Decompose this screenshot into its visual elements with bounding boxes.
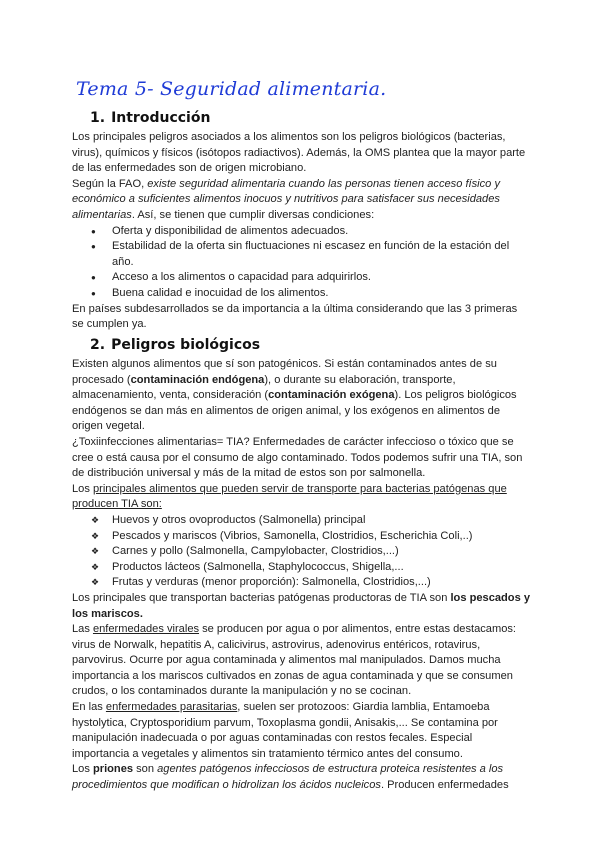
text-run: Los	[72, 482, 93, 495]
underlined-text: enfermedades parasitarias	[105, 701, 238, 714]
paragraph-contaminacion	[72, 357, 532, 435]
text-run: ). Los peligros biológicos endógenos se dan más en alimentos de origen animal, y los exógenos en alimentos de origen vegetal.	[72, 389, 517, 433]
text-run: Existen algunos alimentos que sí son patogénicos. Si están contaminados antes de su procesado (	[72, 358, 497, 386]
section-title: Introducción	[111, 110, 211, 126]
paragraph: En países subdesarrollados se da importancia a la última considerando que las 3 primeras se cumplen ya.	[72, 302, 518, 331]
text-run: En las	[72, 701, 106, 714]
paragraph-alimentos	[72, 482, 532, 513]
definition-italic: agentes patógenos infecciosos de estructura proteica resistentes a los procedimientos que modifican o hidrolizan los ácidos nucleicos	[72, 763, 504, 792]
section-peligros-body	[72, 357, 532, 794]
list-item: ❖ Frutas y verduras (menor proporción): Salmonella, Clostridios,...)	[72, 575, 532, 591]
bold-term: priones	[92, 763, 134, 776]
list-item: ❖ Huevos y otros ovoproductos (Salmonella) principal	[72, 513, 532, 529]
text-run: son	[133, 763, 158, 776]
list-item: ● Oferta y disponibilidad de alimentos adecuados.	[72, 224, 532, 240]
paragraph-tia: ¿Toxiinfecciones alimentarias= TIA? Enfermedades de carácter infeccioso o tóxico que se cree o está causa por el consumo de algo contaminado. Todos podemos sufrir una TIA, son de distribución universal y más de la mitad de estos son por salmonella.	[72, 435, 523, 480]
bold-term: contaminación exógena	[268, 389, 395, 402]
paragraph-virales	[72, 622, 532, 700]
text-run: , suelen ser protozoos: Giardia lamblia, Entamoeba hystolytica, Cryptosporidium parvum, Toxoplasma gondii, Anisakis,... Se contamina por manipulación inadecuada o por aguas contaminadas con restos fecales. Especial importancia a vegetales y alimentos sin tratamiento térmico antes del consumo.	[72, 701, 498, 760]
text-run: . Así, se tienen que cumplir diversas condiciones:	[131, 208, 375, 221]
list-item: ❖ Carnes y pollo (Salmonella, Campylobacter, Clostridios,...)	[72, 544, 532, 560]
page-title: Tema 5- Seguridad alimentaria.	[76, 78, 387, 100]
text-run: Los principales que transportan bacterias patógenas productoras de TIA son	[72, 591, 451, 604]
text-run: Los	[72, 763, 93, 776]
underlined-text: enfermedades virales	[92, 623, 200, 636]
section-number: 1.	[90, 110, 106, 126]
bold-term: los pescados y los mariscos.	[72, 591, 531, 620]
paragraph-parasitarias	[72, 700, 532, 762]
conditions-list	[72, 224, 532, 302]
list-item: ● Buena calidad e inocuidad de los alimentos.	[72, 286, 532, 302]
text-run: . Producen enfermedades	[380, 779, 509, 792]
paragraph-fao	[72, 177, 532, 224]
section-heading-introduccion	[90, 110, 210, 126]
section-number: 2.	[90, 337, 106, 353]
list-item: ● Estabilidad de la oferta sin fluctuaciones ni escasez en función de la estación del año.	[72, 239, 532, 270]
section-title: Peligros biológicos	[111, 337, 261, 353]
paragraph-priones	[72, 762, 532, 793]
text-run: Según la FAO,	[72, 177, 148, 190]
section-heading-peligros-biologicos	[90, 337, 260, 353]
paragraph: Los principales peligros asociados a los alimentos son los peligros biológicos (bacterias, virus), químicos y físicos (isótopos radiactivos). Además, la OMS plantea que la mayor parte de las enfermedades son de origen microbiano.	[72, 131, 526, 175]
paragraph-pescados	[72, 591, 532, 622]
definition-italic: existe seguridad alimentaria cuando las personas tienen acceso físico y económico a suficientes alimentos inocuos y nutritivos para satisfacer sus necesidades alimentarias	[72, 177, 500, 221]
text-run: Las	[72, 623, 93, 636]
text-run: se producen por agua o por alimentos, entre estas destacamos: virus de Norwalk, hepatitis A, calicivirus, astrovirus, adenovirus entéricos, rotavirus, parvovirus. Ocurre por agua contaminada y alimentos mal manipulados. Damos mucha importancia a los mariscos cultivados en zonas de agua contaminada y que se consumen crudos, o los contaminados durante la manipulación y no se cocinan.	[72, 623, 517, 698]
list-item: ● Acceso a los alimentos o capacidad para adquirirlos.	[72, 270, 532, 286]
text-run: ), o durante su elaboración, transporte, almacenamiento, venta, consideración (	[72, 373, 456, 402]
underlined-text: principales alimentos que pueden servir de transporte para bacterias patógenas que producen TIA son:	[72, 482, 507, 511]
bold-term: contaminación endógena	[130, 373, 265, 386]
section-introduccion-body	[72, 130, 532, 333]
list-item: ❖ Productos lácteos (Salmonella, Staphylococcus, Shigella,...	[72, 560, 532, 576]
foods-list	[72, 513, 532, 591]
list-item: ❖ Pescados y mariscos (Vibrios, Samonella, Clostridios, Escherichia Coli,..)	[72, 529, 532, 545]
